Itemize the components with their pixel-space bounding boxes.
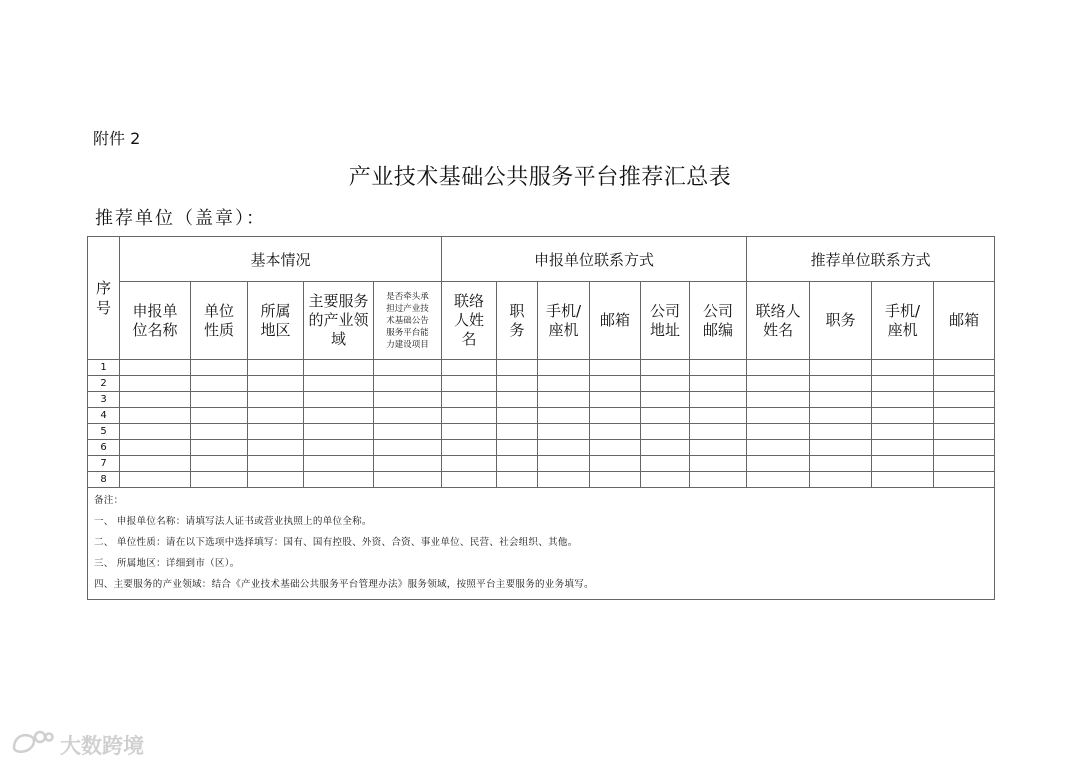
table-cell[interactable] [374, 456, 442, 472]
table-cell[interactable] [810, 456, 872, 472]
table-cell[interactable] [538, 472, 590, 488]
watermark [10, 728, 144, 761]
table-cell[interactable] [747, 392, 810, 408]
table-cell[interactable] [934, 456, 995, 472]
table-cell[interactable] [538, 360, 590, 376]
table-cell[interactable] [497, 424, 538, 440]
table-cell[interactable] [191, 392, 248, 408]
table-cell[interactable] [191, 424, 248, 440]
col-position-text: 职务 [509, 301, 525, 339]
table-cell[interactable] [747, 376, 810, 392]
col-rec-position [810, 282, 872, 360]
table-cell[interactable] [641, 376, 690, 392]
table-cell[interactable] [690, 360, 747, 376]
col-phone [538, 282, 590, 360]
col-company-zip [690, 282, 747, 360]
table-cell[interactable] [374, 440, 442, 456]
col-unit-nature-text: 单位性质 [203, 301, 234, 339]
table-cell[interactable] [304, 360, 374, 376]
table-cell[interactable] [497, 472, 538, 488]
table-cell[interactable] [497, 360, 538, 376]
col-region [248, 282, 304, 360]
col-email [590, 282, 641, 360]
col-company-address-text: 公司地址 [649, 301, 680, 339]
table-cell[interactable] [641, 440, 690, 456]
col-led-project-text: 是否牵头承担过产业技术基础公告服务平台能力建设项目 [386, 291, 429, 350]
table-row [88, 360, 995, 376]
table-cell[interactable] [374, 472, 442, 488]
table-cell[interactable] [590, 408, 641, 424]
table-cell[interactable] [810, 424, 872, 440]
table-cell[interactable] [934, 392, 995, 408]
table-cell[interactable] [690, 376, 747, 392]
seq-header-text: 序号 [96, 279, 112, 317]
table-cell[interactable] [590, 376, 641, 392]
watermark-text: 大数跨境 [60, 733, 144, 758]
table-cell[interactable] [810, 360, 872, 376]
table-cell[interactable] [747, 424, 810, 440]
table-cell[interactable] [120, 360, 191, 376]
table-cell[interactable] [690, 392, 747, 408]
table-cell[interactable] [590, 456, 641, 472]
table-cell[interactable] [442, 360, 497, 376]
table-cell[interactable] [747, 472, 810, 488]
table-cell[interactable] [538, 424, 590, 440]
col-region-text: 所属地区 [260, 301, 291, 339]
col-position [497, 282, 538, 360]
table-cell[interactable] [590, 392, 641, 408]
table-cell[interactable] [690, 408, 747, 424]
table-cell[interactable] [442, 456, 497, 472]
table-cell[interactable] [442, 376, 497, 392]
table-cell[interactable] [872, 440, 934, 456]
note-item: 二、 单位性质：请在以下选项中选择填写：国有、国有控股、外资、合资、事业单位、民营、社会组织、其他。 [94, 537, 578, 548]
table-row [88, 440, 995, 456]
group-basic-info: 基本情况 [120, 237, 442, 282]
table-cell[interactable] [747, 360, 810, 376]
table-cell[interactable] [120, 440, 191, 456]
page-title: 产业技术基础公共服务平台推荐汇总表 [348, 165, 732, 190]
table-cell[interactable] [304, 392, 374, 408]
note-item: 四、主要服务的产业领域：结合《产业技术基础公共服务平台管理办法》服务领域，按照平台主要服务的业务填写。 [94, 579, 594, 590]
group-applicant-contact: 申报单位联系方式 [442, 237, 747, 282]
table-cell[interactable] [590, 440, 641, 456]
table-cell[interactable] [374, 392, 442, 408]
row-number: 4 [88, 408, 120, 424]
seq-header [88, 237, 120, 360]
table-cell[interactable] [934, 472, 995, 488]
table-cell[interactable] [497, 456, 538, 472]
col-rec-phone-text: 手机/座机 [885, 301, 921, 339]
col-service-industry [304, 282, 374, 360]
table-cell[interactable] [248, 360, 304, 376]
table-cell[interactable] [538, 376, 590, 392]
col-contact-name [442, 282, 497, 360]
summary-table [87, 236, 995, 600]
col-contact-name-text: 联络人姓名 [453, 292, 484, 348]
col-led-project [374, 282, 442, 360]
table-cell[interactable] [304, 440, 374, 456]
row-number: 2 [88, 376, 120, 392]
col-service-industry-text: 主要服务的产业领域 [308, 292, 369, 348]
table-cell[interactable] [872, 376, 934, 392]
table-cell[interactable] [191, 408, 248, 424]
table-cell[interactable] [374, 408, 442, 424]
col-applicant-name [120, 282, 191, 360]
table-row [88, 376, 995, 392]
table-cell[interactable] [191, 360, 248, 376]
table-cell[interactable] [191, 376, 248, 392]
col-email-text: 邮箱 [599, 311, 630, 329]
table-cell[interactable] [248, 376, 304, 392]
table-cell[interactable] [872, 456, 934, 472]
table-cell[interactable] [747, 440, 810, 456]
table-cell[interactable] [248, 424, 304, 440]
table-cell[interactable] [304, 456, 374, 472]
table-cell[interactable] [304, 408, 374, 424]
table-cell[interactable] [590, 360, 641, 376]
table-row [88, 392, 995, 408]
row-number: 3 [88, 392, 120, 408]
col-rec-email [934, 282, 995, 360]
table-cell[interactable] [872, 424, 934, 440]
row-number: 8 [88, 472, 120, 488]
table-cell[interactable] [690, 440, 747, 456]
table-cell[interactable] [120, 456, 191, 472]
table-cell[interactable] [590, 472, 641, 488]
table-cell[interactable] [690, 424, 747, 440]
table-cell[interactable] [191, 456, 248, 472]
table-cell[interactable] [934, 424, 995, 440]
note-item: 一、 申报单位名称：请填写法人证书或营业执照上的单位全称。 [94, 516, 372, 527]
table-cell[interactable] [538, 456, 590, 472]
table-cell[interactable] [590, 424, 641, 440]
table-cell[interactable] [120, 472, 191, 488]
row-number: 1 [88, 360, 120, 376]
table-cell[interactable] [248, 408, 304, 424]
table-cell[interactable] [442, 392, 497, 408]
weibo-style-logo-icon [10, 728, 54, 761]
col-phone-text: 手机/座机 [545, 301, 582, 339]
table-row [88, 424, 995, 440]
col-applicant-name-text: 申报单位名称 [132, 301, 178, 339]
table-cell[interactable] [690, 472, 747, 488]
col-rec-contact-name-text: 联络人姓名 [755, 301, 801, 339]
table-cell[interactable] [248, 456, 304, 472]
table-cell[interactable] [934, 376, 995, 392]
table-cell[interactable] [747, 456, 810, 472]
table-cell[interactable] [641, 424, 690, 440]
table-row [88, 472, 995, 488]
table-cell[interactable] [497, 408, 538, 424]
table-cell[interactable] [641, 360, 690, 376]
table-row [88, 456, 995, 472]
table-cell[interactable] [442, 408, 497, 424]
table-cell[interactable] [374, 360, 442, 376]
table-cell[interactable] [641, 408, 690, 424]
table-cell[interactable] [934, 440, 995, 456]
table-cell[interactable] [641, 392, 690, 408]
table-cell[interactable] [497, 392, 538, 408]
table-cell[interactable] [872, 472, 934, 488]
table-cell[interactable] [497, 376, 538, 392]
table-cell[interactable] [810, 376, 872, 392]
row-number: 7 [88, 456, 120, 472]
table-cell[interactable] [120, 376, 191, 392]
table-cell[interactable] [934, 360, 995, 376]
col-rec-position-text: 职务 [825, 311, 856, 329]
table-cell[interactable] [304, 376, 374, 392]
table-cell[interactable] [872, 392, 934, 408]
table-cell[interactable] [538, 408, 590, 424]
table-cell[interactable] [120, 424, 191, 440]
col-rec-phone [872, 282, 934, 360]
table-cell[interactable] [810, 392, 872, 408]
table-cell[interactable] [872, 408, 934, 424]
table-cell[interactable] [641, 456, 690, 472]
table-cell[interactable] [442, 440, 497, 456]
table-cell[interactable] [442, 424, 497, 440]
table-cell[interactable] [690, 456, 747, 472]
note-item: 三、 所属地区：详细到市（区）。 [94, 558, 240, 569]
col-company-address [641, 282, 690, 360]
col-rec-email-text: 邮箱 [949, 311, 980, 329]
table-row [88, 408, 995, 424]
notes-cell [88, 488, 995, 600]
table-cell[interactable] [374, 424, 442, 440]
notes-heading: 备注： [94, 495, 124, 506]
col-rec-contact-name [747, 282, 810, 360]
table-cell[interactable] [304, 424, 374, 440]
attachment-label: 附件 2 [93, 129, 141, 148]
col-unit-nature [191, 282, 248, 360]
table-cell[interactable] [538, 392, 590, 408]
table-cell[interactable] [120, 392, 191, 408]
table-cell[interactable] [248, 392, 304, 408]
table-cell[interactable] [191, 440, 248, 456]
table-cell[interactable] [120, 408, 191, 424]
row-number: 6 [88, 440, 120, 456]
table-cell[interactable] [304, 472, 374, 488]
table-cell[interactable] [248, 472, 304, 488]
table-cell[interactable] [538, 440, 590, 456]
table-cell[interactable] [641, 472, 690, 488]
table-cell[interactable] [442, 472, 497, 488]
table-cell[interactable] [872, 360, 934, 376]
col-company-zip-text: 公司邮编 [703, 301, 734, 339]
table-cell[interactable] [191, 472, 248, 488]
recommender-label: 推荐单位（盖章）： [95, 208, 266, 229]
row-number: 5 [88, 424, 120, 440]
table-cell[interactable] [747, 408, 810, 424]
group-recommender-contact: 推荐单位联系方式 [747, 237, 995, 282]
table-cell[interactable] [248, 440, 304, 456]
table-cell[interactable] [497, 440, 538, 456]
table-cell[interactable] [934, 408, 995, 424]
table-cell[interactable] [810, 440, 872, 456]
table-cell[interactable] [374, 376, 442, 392]
table-cell[interactable] [810, 472, 872, 488]
table-cell[interactable] [810, 408, 872, 424]
